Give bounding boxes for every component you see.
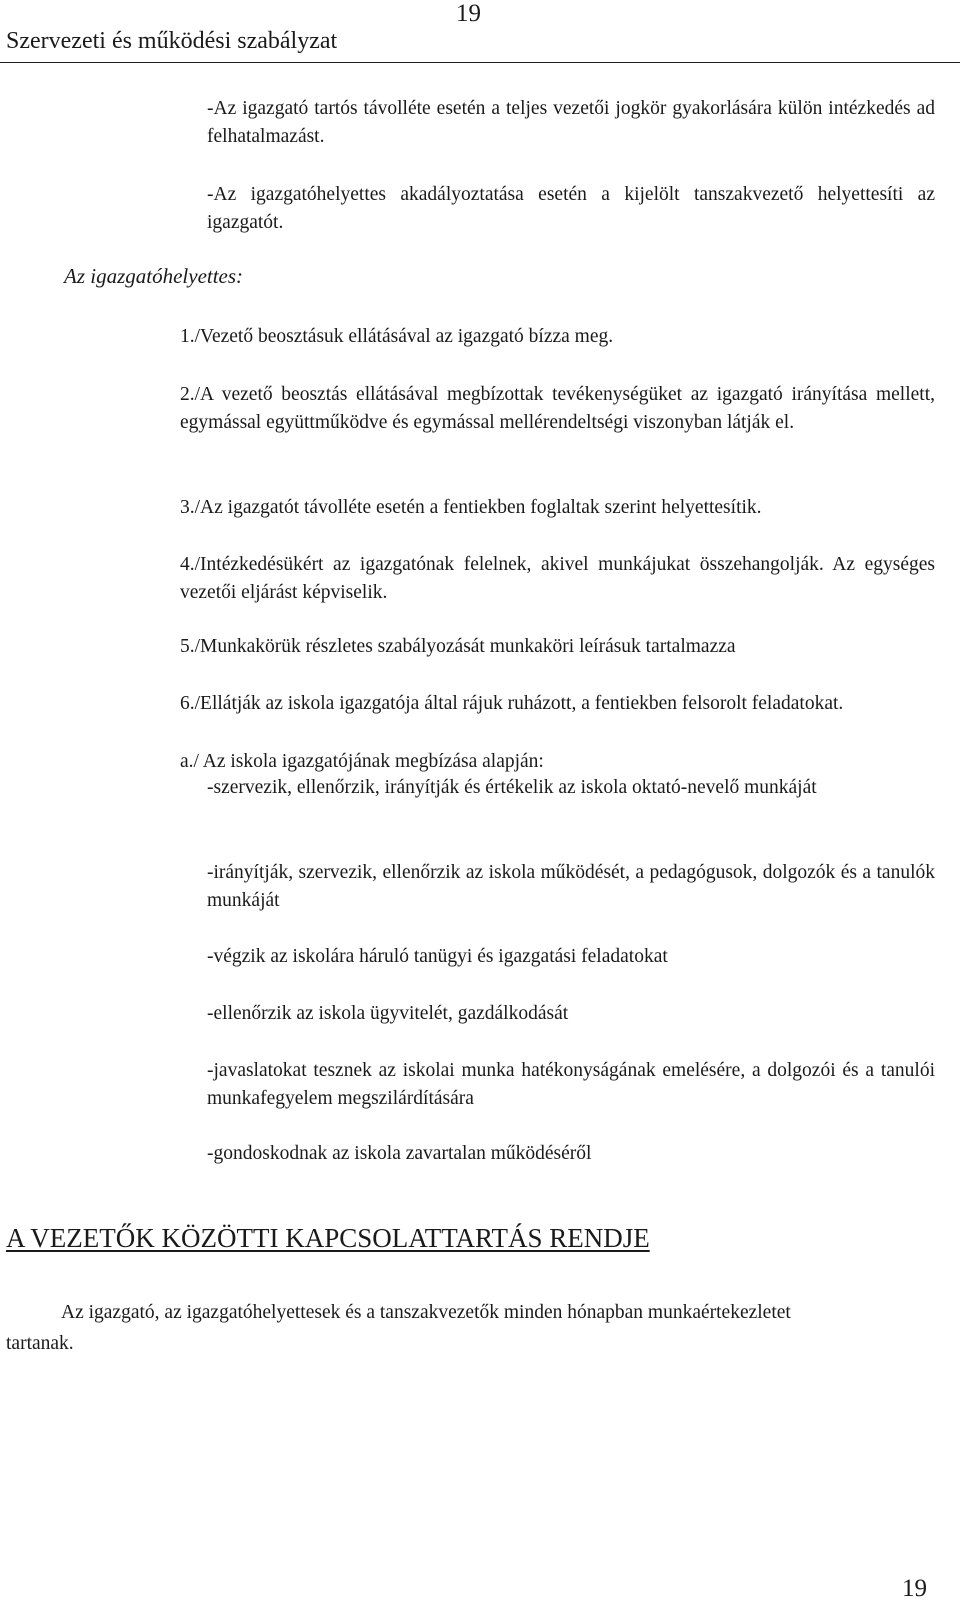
list-item-3: 3./Az igazgatót távolléte esetén a fentiekben foglaltak szerint helyettesítik.: [180, 497, 762, 518]
margin-label-deputy: Az igazgatóhelyettes:: [64, 264, 244, 288]
subsection-heading: a./ Az iskola igazgatójának megbízása alapján:: [180, 751, 544, 772]
subsection-point-2: -irányítják, szervezik, ellenőrzik az iskola működését, a pedagógusok, dolgozók és a tanulók munkáját: [207, 862, 935, 911]
document-title: Szervezeti és működési szabályzat: [6, 28, 338, 54]
list-item-1: 1./Vezető beosztásuk ellátásával az igazgató bízza meg.: [180, 326, 614, 347]
header-page-number: 19: [456, 0, 481, 27]
list-item-2: 2./A vezető beosztás ellátásával megbízottak tevékenységüket az igazgató irányítása mellett, egymással együttműködve és egymással mellérendeltségi viszonyban látják el.: [180, 384, 935, 433]
list-item-6: 6./Ellátják az iskola igazgatója által rájuk ruházott, a fentiekben felsorolt feladatokat.: [180, 693, 844, 714]
section-title: A VEZETŐK KÖZÖTTI KAPCSOLATTARTÁS RENDJE: [6, 1223, 650, 1253]
list-item-4: 4./Intézkedésükért az igazgatónak felelnek, akivel munkájukat összehangolják. Az egységes vezetői eljárást képviselik.: [180, 554, 935, 603]
subsection-point-1: -szervezik, ellenőrzik, irányítják és értékelik az iskola oktató-nevelő munkáját: [207, 777, 817, 798]
list-item-5: 5./Munkakörük részletes szabályozását munkaköri leírásuk tartalmazza: [180, 636, 736, 657]
footer-page-number: 19: [902, 1575, 927, 1602]
section-paragraph: Az igazgató, az igazgatóhelyettesek és a tanszakvezetők minden hónapban munkaértekezletet tartanak.: [6, 1302, 791, 1354]
subsection-point-6: -gondoskodnak az iskola zavartalan működéséről: [207, 1143, 592, 1164]
subsection-point-4: -ellenőrzik az iskola ügyvitelét, gazdálkodását: [207, 1003, 569, 1024]
intro-paragraph-2: -Az igazgatóhelyettes akadályoztatása esetén a kijelölt tanszakvezető helyettesíti az igazgatót.: [207, 184, 935, 233]
intro-paragraph-1: -Az igazgató tartós távolléte esetén a teljes vezetői jogkör gyakorlására külön intézkedés ad felhatalmazást.: [207, 98, 935, 147]
subsection-point-5: -javaslatokat tesznek az iskolai munka hatékonyságának emelésére, a dolgozói és a tanulói munkafegyelem megszilárdítására: [207, 1060, 935, 1109]
header-divider: [0, 62, 960, 63]
subsection-point-3: -végzik az iskolára háruló tanügyi és igazgatási feladatokat: [207, 946, 668, 967]
